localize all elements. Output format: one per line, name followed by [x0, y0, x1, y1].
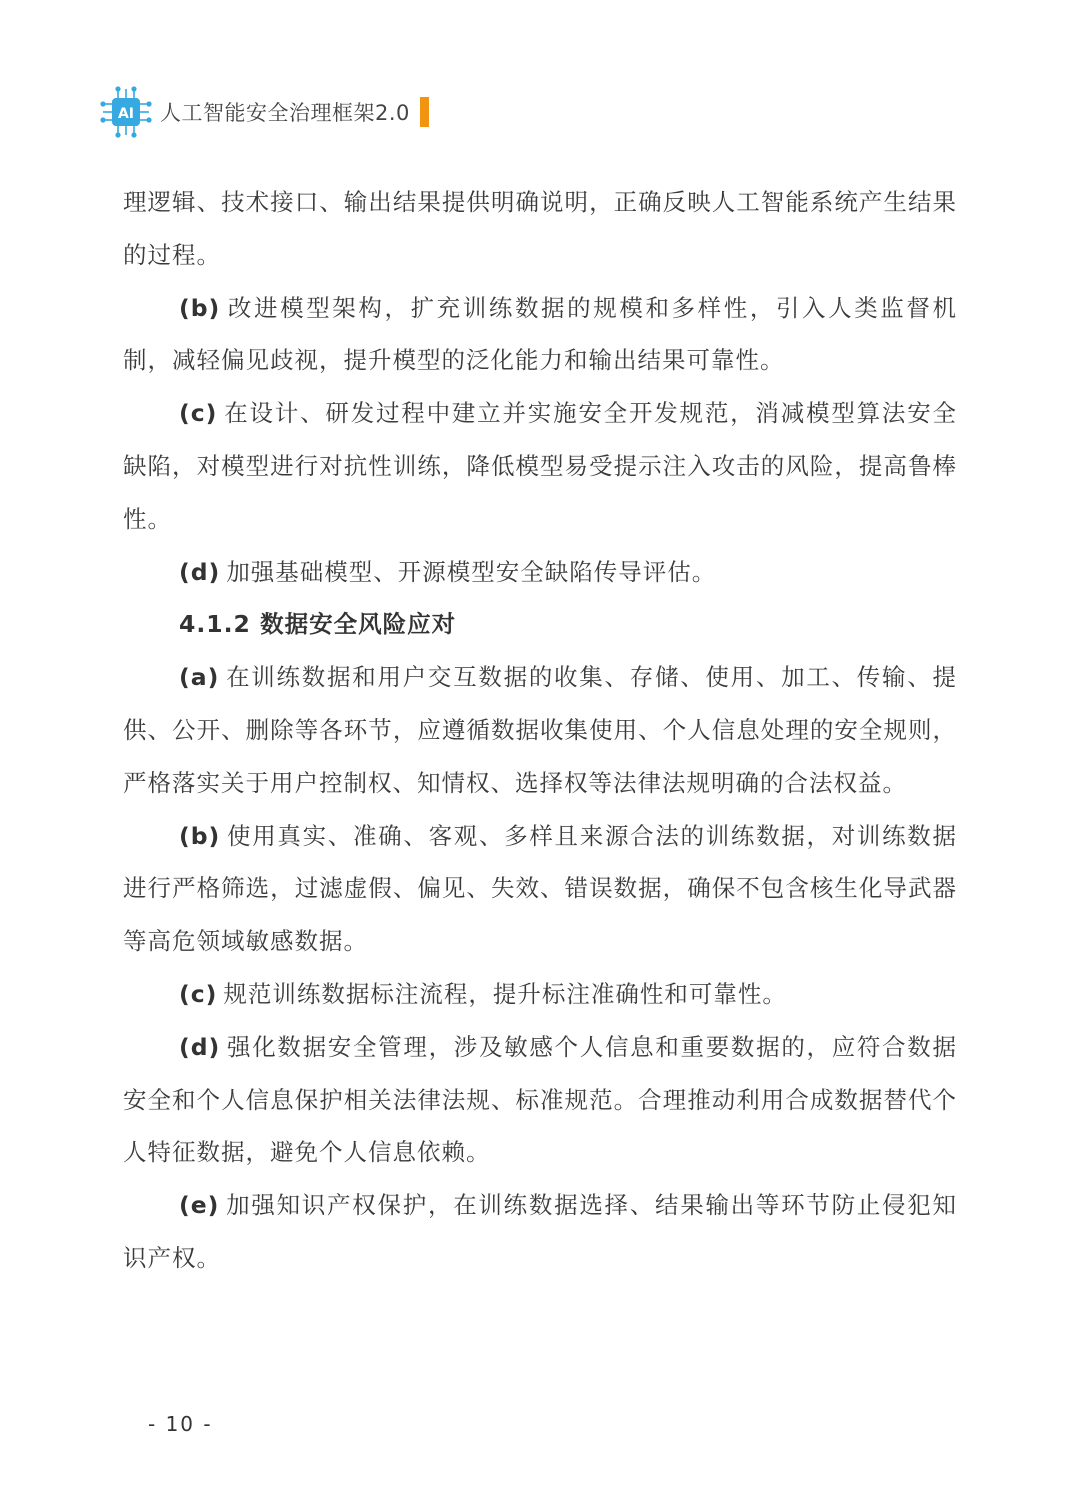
list-marker: (b): [179, 293, 221, 322]
section-item-c: [123, 968, 957, 1021]
paragraph-text: 加强知识产权保护，在训练数据选择、结果输出等环节防止侵犯知识产权。: [123, 1191, 957, 1272]
list-marker: (a): [179, 663, 220, 692]
paragraph-text: 规范训练数据标注流程，提升标注准确性和可靠性。: [223, 979, 787, 1008]
section-item-a: [123, 651, 957, 809]
page-number: - 10 -: [148, 1412, 213, 1436]
paragraph-text: 在设计、研发过程中建立并实施安全开发规范，消减模型算法安全缺陷，对模型进行对抗性训练，降低模型易受提示注入攻击的风险，提高鲁棒性。: [123, 399, 957, 533]
paragraph-text: 理逻辑、技术接口、输出结果提供明确说明，正确反映人工智能系统产生结果的过程。: [123, 188, 957, 269]
list-marker: (c): [179, 979, 218, 1008]
paragraph-continuation: [123, 176, 957, 282]
section-item-d: [123, 1021, 957, 1179]
document-title: 人工智能安全治理框架2.0: [160, 101, 410, 125]
section-item-b: [123, 810, 957, 968]
paragraph-text: 加强基础模型、开源模型安全缺陷传导评估。: [226, 557, 717, 586]
section-heading: 4.1.2 数据安全风险应对: [179, 610, 457, 639]
paragraph-text: 使用真实、准确、客观、多样且来源合法的训练数据，对训练数据进行严格筛选，过滤虚假、偏见、失效、错误数据，确保不包含核生化导武器等高危领域敏感数据。: [123, 821, 957, 956]
list-item-c: [123, 387, 957, 545]
paragraph-text: 改进模型架构，扩充训练数据的规模和多样性，引入人类监督机制，减轻偏见歧视，提升模型的泛化能力和输出结果可靠性。: [123, 293, 957, 375]
paragraph-text: 强化数据安全管理，涉及敏感个人信息和重要数据的，应符合数据安全和个人信息保护相关法律法规、标准规范。合理推动利用合成数据替代个人特征数据，避免个人信息依赖。: [123, 1032, 957, 1167]
ai-chip-logo-icon: [100, 86, 152, 138]
paragraph-text: 在训练数据和用户交互数据的收集、存储、使用、加工、传输、提供、公开、删除等各环节，应遵循数据收集使用、个人信息处理的安全规则，严格落实关于用户控制权、知情权、选择权等法律法规明确的合法权益。: [123, 663, 957, 797]
list-marker: (c): [179, 399, 218, 428]
list-marker: (d): [179, 1032, 221, 1061]
page-header: [100, 82, 429, 142]
page-content: [123, 176, 957, 1285]
list-marker: (e): [179, 1191, 220, 1220]
section-item-e: [123, 1179, 957, 1285]
list-item-b: [123, 282, 957, 388]
accent-bar: [420, 97, 429, 127]
logo-text: AI: [117, 106, 135, 122]
list-item-d: [123, 546, 957, 599]
list-marker: (b): [179, 821, 221, 850]
list-marker: (d): [179, 557, 221, 586]
